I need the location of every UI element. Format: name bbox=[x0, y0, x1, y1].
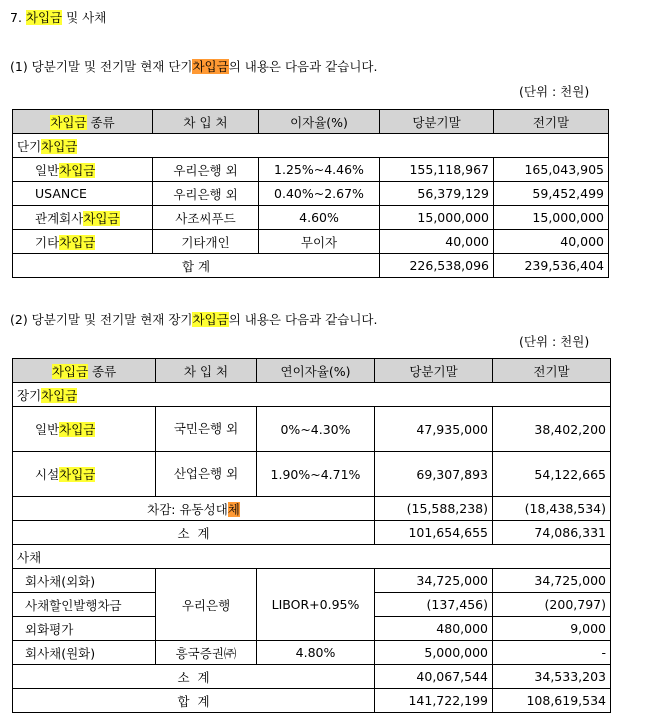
row-prior: 38,402,200 bbox=[493, 407, 611, 452]
row-current: 69,307,893 bbox=[375, 452, 493, 497]
table-row bbox=[13, 206, 609, 230]
row-current: 34,725,000 bbox=[375, 569, 493, 593]
subtotal-row bbox=[13, 521, 611, 545]
row-lender: 사조씨푸드 bbox=[153, 206, 259, 230]
section2-title: (2) 당분기말 및 전기말 현재 장기차입금의 내용은 다음과 같습니다. bbox=[10, 312, 378, 327]
table-row bbox=[13, 452, 611, 497]
row-name: USANCE bbox=[13, 182, 153, 206]
header-prior: 전기말 bbox=[493, 359, 611, 383]
row-rate: 0.40%~2.67% bbox=[259, 182, 380, 206]
section1-unit: (단위 : 천원) bbox=[519, 84, 590, 99]
table-row bbox=[13, 230, 609, 254]
subtotal-prior: 74,086,331 bbox=[493, 521, 611, 545]
row-current: 47,935,000 bbox=[375, 407, 493, 452]
table-row bbox=[13, 569, 611, 593]
less-current: (15,588,238) bbox=[375, 497, 493, 521]
row-prior: (200,797) bbox=[493, 593, 611, 617]
group-row bbox=[13, 134, 609, 158]
section1-title: (1) 당분기말 및 전기말 현재 단기차입금의 내용은 다음과 같습니다. bbox=[10, 59, 378, 74]
total-row bbox=[13, 689, 611, 713]
row-prior: 9,000 bbox=[493, 617, 611, 641]
row-lender: 우리은행 bbox=[156, 569, 257, 641]
long-term-borrowings-table bbox=[12, 358, 611, 713]
total-row bbox=[13, 254, 609, 278]
row-current: 15,000,000 bbox=[380, 206, 494, 230]
section-heading: 7. 차입금 및 사채 bbox=[10, 10, 107, 25]
total-current: 141,722,199 bbox=[375, 689, 493, 713]
header-type: 차입금 종류 bbox=[13, 110, 153, 134]
less-prior: (18,438,534) bbox=[493, 497, 611, 521]
header-rate: 연이자율(%) bbox=[257, 359, 375, 383]
row-lender: 우리은행 외 bbox=[153, 158, 259, 182]
total-prior: 239,536,404 bbox=[494, 254, 609, 278]
row-prior: - bbox=[493, 641, 611, 665]
row-current: 155,118,967 bbox=[380, 158, 494, 182]
row-prior: 59,452,499 bbox=[494, 182, 609, 206]
subtotal-current: 101,654,655 bbox=[375, 521, 493, 545]
header-current: 당분기말 bbox=[375, 359, 493, 383]
header-lender: 차 입 처 bbox=[153, 110, 259, 134]
row-prior: 15,000,000 bbox=[494, 206, 609, 230]
subtotal-current: 40,067,544 bbox=[375, 665, 493, 689]
row-lender: 우리은행 외 bbox=[153, 182, 259, 206]
row-prior: 165,043,905 bbox=[494, 158, 609, 182]
row-name: 일반차입금 bbox=[13, 158, 153, 182]
header-current: 당분기말 bbox=[380, 110, 494, 134]
row-current: 480,000 bbox=[375, 617, 493, 641]
subtotal-label: 소 계 bbox=[13, 521, 375, 545]
row-prior: 54,122,665 bbox=[493, 452, 611, 497]
header-lender: 차 입 처 bbox=[156, 359, 257, 383]
row-current: 5,000,000 bbox=[375, 641, 493, 665]
group-label: 장기차입금 bbox=[13, 383, 611, 407]
row-name: 회사채(원화) bbox=[13, 641, 156, 665]
row-lender: 흥국증권㈜ bbox=[156, 641, 257, 665]
table-row bbox=[13, 641, 611, 665]
row-rate: 1.90%~4.71% bbox=[257, 452, 375, 497]
row-prior: 40,000 bbox=[494, 230, 609, 254]
subtotal-label: 소 계 bbox=[13, 665, 375, 689]
row-lender: 국민은행 외 bbox=[156, 407, 257, 452]
row-rate: 1.25%~4.46% bbox=[259, 158, 380, 182]
row-rate: 4.80% bbox=[257, 641, 375, 665]
subtotal-row bbox=[13, 665, 611, 689]
row-prior: 34,725,000 bbox=[493, 569, 611, 593]
header-prior: 전기말 bbox=[494, 110, 609, 134]
row-name: 시설차입금 bbox=[13, 452, 156, 497]
row-rate: 무이자 bbox=[259, 230, 380, 254]
table-row bbox=[13, 407, 611, 452]
row-name: 외화평가 bbox=[13, 617, 156, 641]
less-current-portion-row bbox=[13, 497, 611, 521]
row-current: (137,456) bbox=[375, 593, 493, 617]
table-row bbox=[13, 158, 609, 182]
table-header-row bbox=[13, 359, 611, 383]
group-row bbox=[13, 383, 611, 407]
group-row bbox=[13, 545, 611, 569]
row-current: 56,379,129 bbox=[380, 182, 494, 206]
row-current: 40,000 bbox=[380, 230, 494, 254]
row-name: 일반차입금 bbox=[13, 407, 156, 452]
section2-unit: (단위 : 천원) bbox=[519, 334, 590, 349]
total-prior: 108,619,534 bbox=[493, 689, 611, 713]
subtotal-prior: 34,533,203 bbox=[493, 665, 611, 689]
row-lender: 기타개인 bbox=[153, 230, 259, 254]
table-row bbox=[13, 182, 609, 206]
row-name: 사채할인발행차금 bbox=[13, 593, 156, 617]
short-term-borrowings-table bbox=[12, 109, 609, 278]
total-label: 합 계 bbox=[13, 689, 375, 713]
header-rate: 이자율(%) bbox=[259, 110, 380, 134]
group-label: 단기차입금 bbox=[13, 134, 609, 158]
row-rate: 4.60% bbox=[259, 206, 380, 230]
row-rate: LIBOR+0.95% bbox=[257, 569, 375, 641]
group-label: 사채 bbox=[13, 545, 611, 569]
less-label: 차감: 유동성대체 bbox=[13, 497, 375, 521]
total-current: 226,538,096 bbox=[380, 254, 494, 278]
header-type: 차입금 종류 bbox=[13, 359, 156, 383]
row-rate: 0%~4.30% bbox=[257, 407, 375, 452]
table-header-row bbox=[13, 110, 609, 134]
row-name: 회사채(외화) bbox=[13, 569, 156, 593]
row-name: 관계회사차입금 bbox=[13, 206, 153, 230]
row-name: 기타차입금 bbox=[13, 230, 153, 254]
total-label: 합 계 bbox=[13, 254, 380, 278]
row-lender: 산업은행 외 bbox=[156, 452, 257, 497]
